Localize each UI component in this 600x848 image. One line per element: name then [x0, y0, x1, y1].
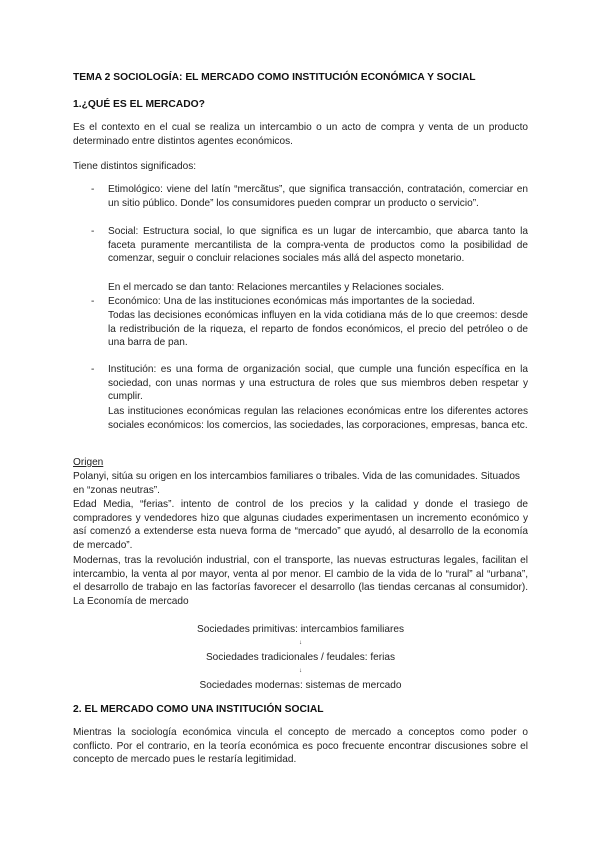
origin-edad-media: Edad Media, “ferias”. intento de control de los precios y la calidad y donde el trasiego de compradores y vendedores hizo que algunas ciudades experimentasen un incremento económico y así comenzó a extenderse esta nueva forma de “mercado” que ayudó, al desarrollo de la economía de mercado”.	[73, 499, 528, 551]
stage-tradicionales: Sociedades tradicionales / feudales: ferias	[205, 652, 396, 663]
meaning-economico: Económico: Una de las instituciones económicas más importantes de la sociedad.	[108, 296, 475, 307]
bullet-dash: -	[91, 364, 95, 375]
origin-heading: Origen	[73, 457, 104, 468]
meaning-etimologico: Etimológico: viene del latín “mercãtus”, que significa transacción, contratación, comerciar en un sitio público. Donde” los consumidores pueden comprar un producto o servicio”.	[108, 184, 528, 209]
meaning-institucion-extra: Las instituciones económicas regulan las relaciones económicas entre los diferentes actores sociales económicos: los comercios, las sociedades, las corporaciones, empresas, banca etc.	[108, 406, 528, 431]
section-2-paragraph: Mientras la sociología económica vincula el concepto de mercado a conceptos como poder o conflicto. Por el contrario, en la teoría económica es poco frecuente encontrar discusiones sobre el concepto de mercado pues le restaría legitimidad.	[73, 727, 528, 766]
stage-primitivas: Sociedades primitivas: intercambios familiares	[196, 624, 404, 635]
section-1-intro: Es el contexto en el cual se realiza un intercambio o un acto de compra y venta de un producto determinado entre distintos agentes económicos.	[73, 122, 528, 147]
arrow-down-icon: ↓	[299, 640, 302, 646]
section-2-heading: 2. EL MERCADO COMO UNA INSTITUCIÓN SOCIAL	[73, 704, 324, 715]
section-1-heading: 1.¿QUÉ ES EL MERCADO?	[73, 99, 205, 110]
document-title: TEMA 2 SOCIOLOGÍA: EL MERCADO COMO INSTITUCIÓN ECONÓMICA Y SOCIAL	[73, 72, 476, 83]
bullet-dash: -	[91, 226, 95, 237]
meaning-social-extra: En el mercado se dan tanto: Relaciones mercantiles y Relaciones sociales.	[108, 282, 445, 293]
origin-polanyi: Polanyi, sitúa su origen en los intercambios familiares o tribales. Vida de las comunidades. Situados en “zonas neutras”.	[73, 471, 520, 496]
meanings-lead: Tiene distintos significados:	[73, 161, 197, 172]
meaning-institucion: Institución: es una forma de organización social, que cumple una función específica en la sociedad, con unas normas y una estructura de roles que sus miembros deben respetar y cumplir.	[108, 364, 528, 403]
stage-modernas: Sociedades modernas: sistemas de mercado	[199, 680, 402, 691]
meaning-social: Social: Estructura social, lo que significa es un lugar de intercambio, que abarca tanto la faceta puramente mercantilista de la compra-venta de productos como la posibilidad de comenzar, seguir o concluir relaciones sociales más allá del aspecto monetario.	[108, 226, 528, 265]
arrow-down-icon: ↓	[299, 668, 302, 674]
origin-modernas: Modernas, tras la revolución industrial, con el transporte, las nuevas estructuras legales, facilitan el intercambio, la venta al por mayor, venta al por menor. El cambio de la vida de lo “rural” al “urbana”, el desarrollo de trabajo en las factorías favorecer el desarrollo (las tiendas cercanas al consumidor). La Economía de mercado	[73, 555, 528, 607]
bullet-dash: -	[91, 296, 95, 307]
meaning-economico-extra: Todas las decisiones económicas influyen en la vida cotidiana más de lo que creemos: desde la redistribución de la riqueza, el reparto de fondos económicos, el precio del petróleo o de una barra de pan.	[108, 310, 528, 349]
bullet-dash: -	[91, 184, 95, 195]
